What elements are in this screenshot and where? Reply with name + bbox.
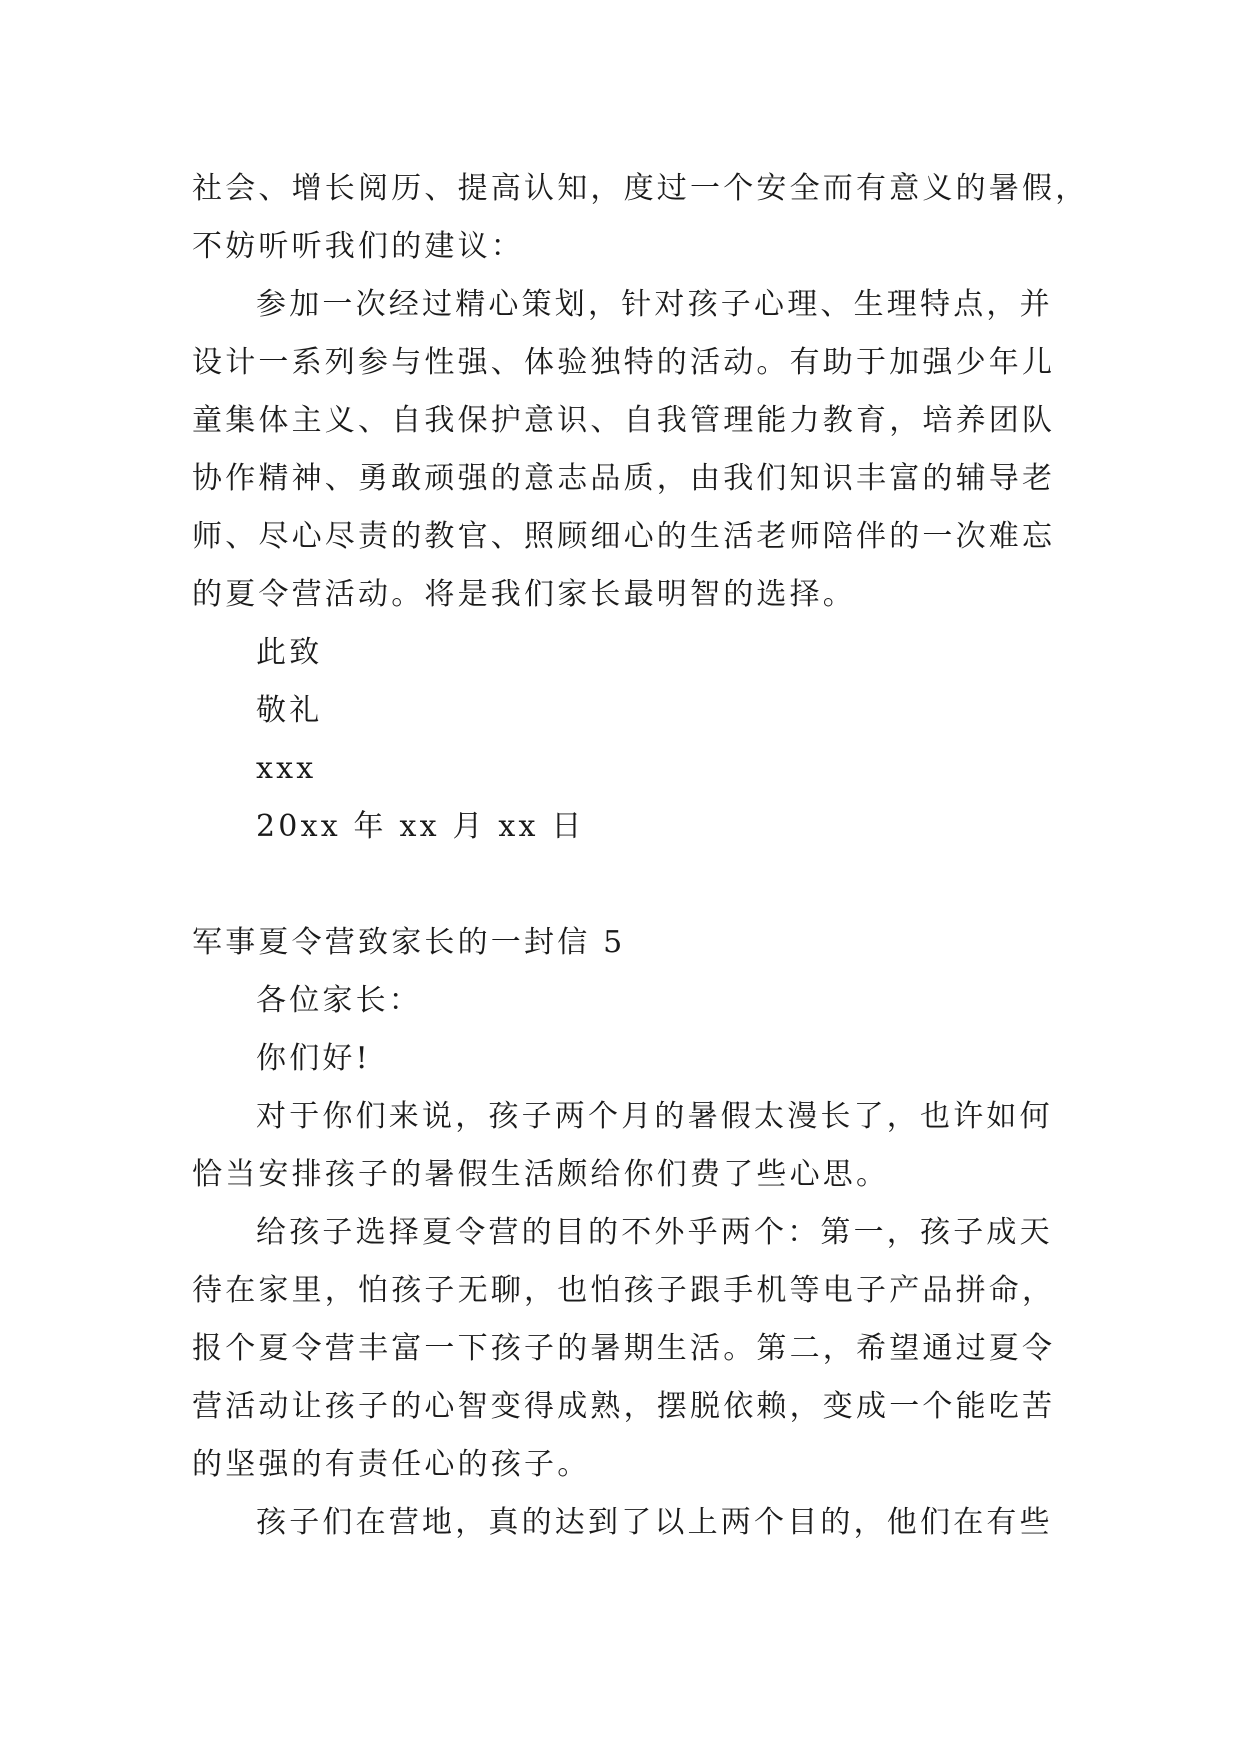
text-line: 不妨听听我们的建议： [192, 229, 524, 264]
text-line: 协作精神、勇敢顽强的意志品质，由我们知识丰富的辅导老 [192, 461, 1056, 496]
greeting: 你们好! [256, 1041, 371, 1076]
text-line: 的夏令营活动。将是我们家长最明智的选择。 [192, 577, 856, 612]
closing-salutation: 此致 [256, 635, 323, 670]
document-body [192, 160, 1089, 1552]
letter-date: 20xx 年 xx 月 xx 日 [256, 809, 585, 844]
text-line: 社会、增长阅历、提高认知，度过一个安全而有意义的暑假， [192, 171, 1089, 206]
closing-regards: 敬礼 [256, 693, 323, 728]
text-line: 报个夏令营丰富一下孩子的暑期生活。第二，希望通过夏令 [192, 1331, 1056, 1366]
paragraph-start: 参加一次经过精心策划，针对孩子心理、生理特点，并 [256, 287, 1053, 322]
paragraph-start: 给孩子选择夏令营的目的不外乎两个：第一，孩子成天 [256, 1215, 1053, 1250]
text-line: 师、尽心尽责的教官、照顾细心的生活老师陪伴的一次难忘 [192, 519, 1056, 554]
text-line: 的坚强的有责任心的孩子。 [192, 1447, 591, 1482]
text-line: 设计一系列参与性强、体验独特的活动。有助于加强少年儿 [192, 345, 1056, 380]
text-line: 童集体主义、自我保护意识、自我管理能力教育，培养团队 [192, 403, 1056, 438]
text-line: 待在家里，怕孩子无聊，也怕孩子跟手机等电子产品拼命， [192, 1273, 1056, 1308]
section-gap [192, 856, 1060, 914]
text-line: 恰当安排孩子的暑假生活颇给你们费了些心思。 [192, 1157, 890, 1192]
text-line: 营活动让孩子的心智变得成熟，摆脱依赖，变成一个能吃苦 [192, 1389, 1056, 1424]
greeting-recipient: 各位家长： [256, 983, 422, 1018]
signature: xxx [256, 751, 317, 786]
paragraph-start: 对于你们来说，孩子两个月的暑假太漫长了，也许如何 [256, 1099, 1053, 1134]
section-title: 军事夏令营致家长的一封信 5 [192, 925, 626, 960]
paragraph-start: 孩子们在营地，真的达到了以上两个目的，他们在有些 [256, 1505, 1053, 1540]
